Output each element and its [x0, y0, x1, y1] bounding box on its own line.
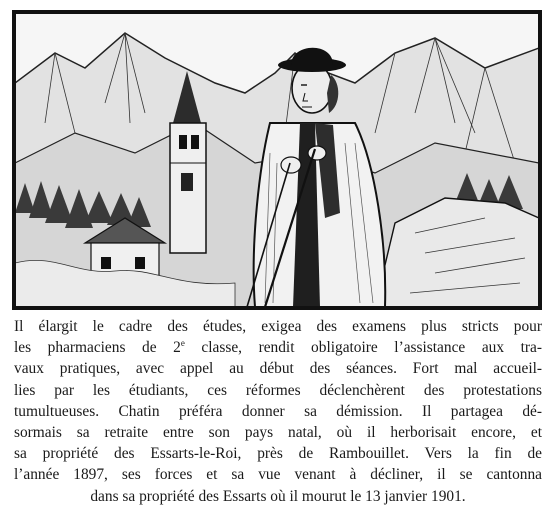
caption-line: sa propriété des Essarts-le-Roi, près de Rambouillet. Vers la fin de — [14, 445, 542, 463]
caption-line: tumultueuses. Chatin préféra donner sa démission. Il partagea dé- — [14, 402, 542, 420]
caption-line: l’année 1897, ses forces et sa vue venant à décliner, il se cantonna — [14, 466, 542, 484]
caption-line: lies par les étudiants, ces réformes déclenchèrent des protestations — [14, 381, 542, 399]
engraving-drawing — [15, 13, 539, 307]
superscript: e — [180, 338, 185, 349]
caption-line — [14, 337, 542, 358]
engraving-illustration — [12, 10, 542, 310]
caption-line: vaux pratiques, avec appel au début des séances. Fort mal accueil- — [14, 360, 542, 378]
caption-text — [14, 316, 542, 507]
caption-line-rest: classe, rendit obligatoire l’assistance aux tra- — [184, 339, 542, 357]
caption-line: sormais sa retraite entre son pays natal, où il herborisait encore, et — [14, 424, 542, 442]
caption-line-start: les pharmaciens de 2 — [14, 339, 181, 357]
caption-line: Il élargit le cadre des études, exigea des examens plus stricts pour — [14, 318, 542, 335]
caption-line: dans sa propriété des Essarts où il mourut le 13 janvier 1901. — [90, 487, 466, 505]
